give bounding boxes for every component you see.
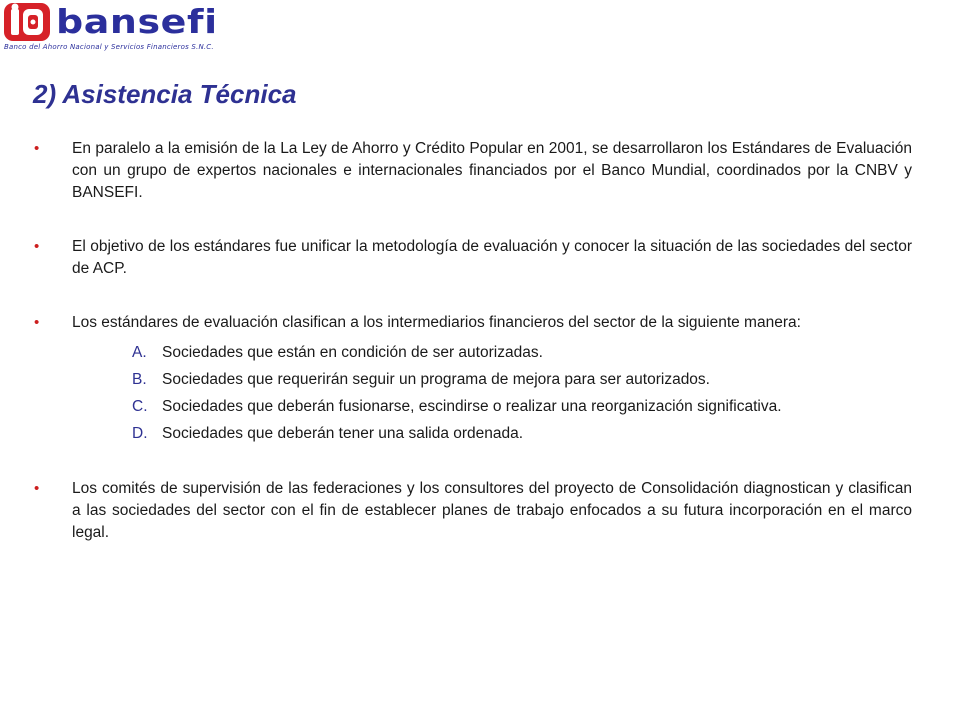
list-letter: A. [132,344,147,361]
bullet-dot-icon: • [34,238,40,255]
list-item-text: Sociedades que requerirán seguir un programa de mejora para ser autorizados. [162,371,710,388]
bullet-dot-icon: • [34,480,40,497]
classification-item-c [132,395,912,418]
bullet-text: Los estándares de evaluación clasifican a los intermediarios financieros del sector de la siguiente manera: [72,314,801,331]
bullet-item [34,236,912,280]
list-letter: C. [132,398,148,415]
bansefi-logo-icon [2,0,54,44]
list-letter: B. [132,371,147,388]
classification-list [72,341,912,445]
bullet-text: El objetivo de los estándares fue unificar la metodología de evaluación y conocer la situación de las sociedades del sector de ACP. [72,238,912,277]
content-list [34,138,912,544]
bansefi-logo [2,0,218,60]
list-letter: D. [132,425,148,442]
logo-subtitle: Banco del Ahorro Nacional y Servicios Financieros S.N.C. [4,43,214,51]
bullet-dot-icon: • [34,140,40,157]
list-item-text: Sociedades que deberán tener una salida ordenada. [162,425,524,442]
classification-item-b [132,368,912,391]
bullet-text: Los comités de supervisión de las federaciones y los consultores del proyecto de Consolidación diagnostican y clasifican a las sociedades del sector con el fin de establecer planes de trabajo enfocados a su futura incorporación en el marco legal. [72,480,912,541]
list-item-text: Sociedades que están en condición de ser autorizadas. [162,344,543,361]
bullet-item [34,478,912,544]
page-title: 2) Asistencia Técnica [33,79,297,109]
bullet-item [34,138,912,204]
list-item-text: Sociedades que deberán fusionarse, escindirse o realizar una reorganización significativa. [162,398,782,415]
bullet-text: En paralelo a la emisión de la La Ley de Ahorro y Crédito Popular en 2001, se desarrollaron los Estándares de Evaluación con un grupo de expertos nacionales e internacionales financiados por el Banco Mundial, coordinados por la CNBV y BANSEFI. [72,140,912,201]
logo-wordmark: bansefi [56,2,218,41]
bullet-dot-icon: • [34,314,40,331]
bullet-item [34,312,912,445]
classification-item-a [132,341,912,364]
classification-item-d [132,422,912,445]
